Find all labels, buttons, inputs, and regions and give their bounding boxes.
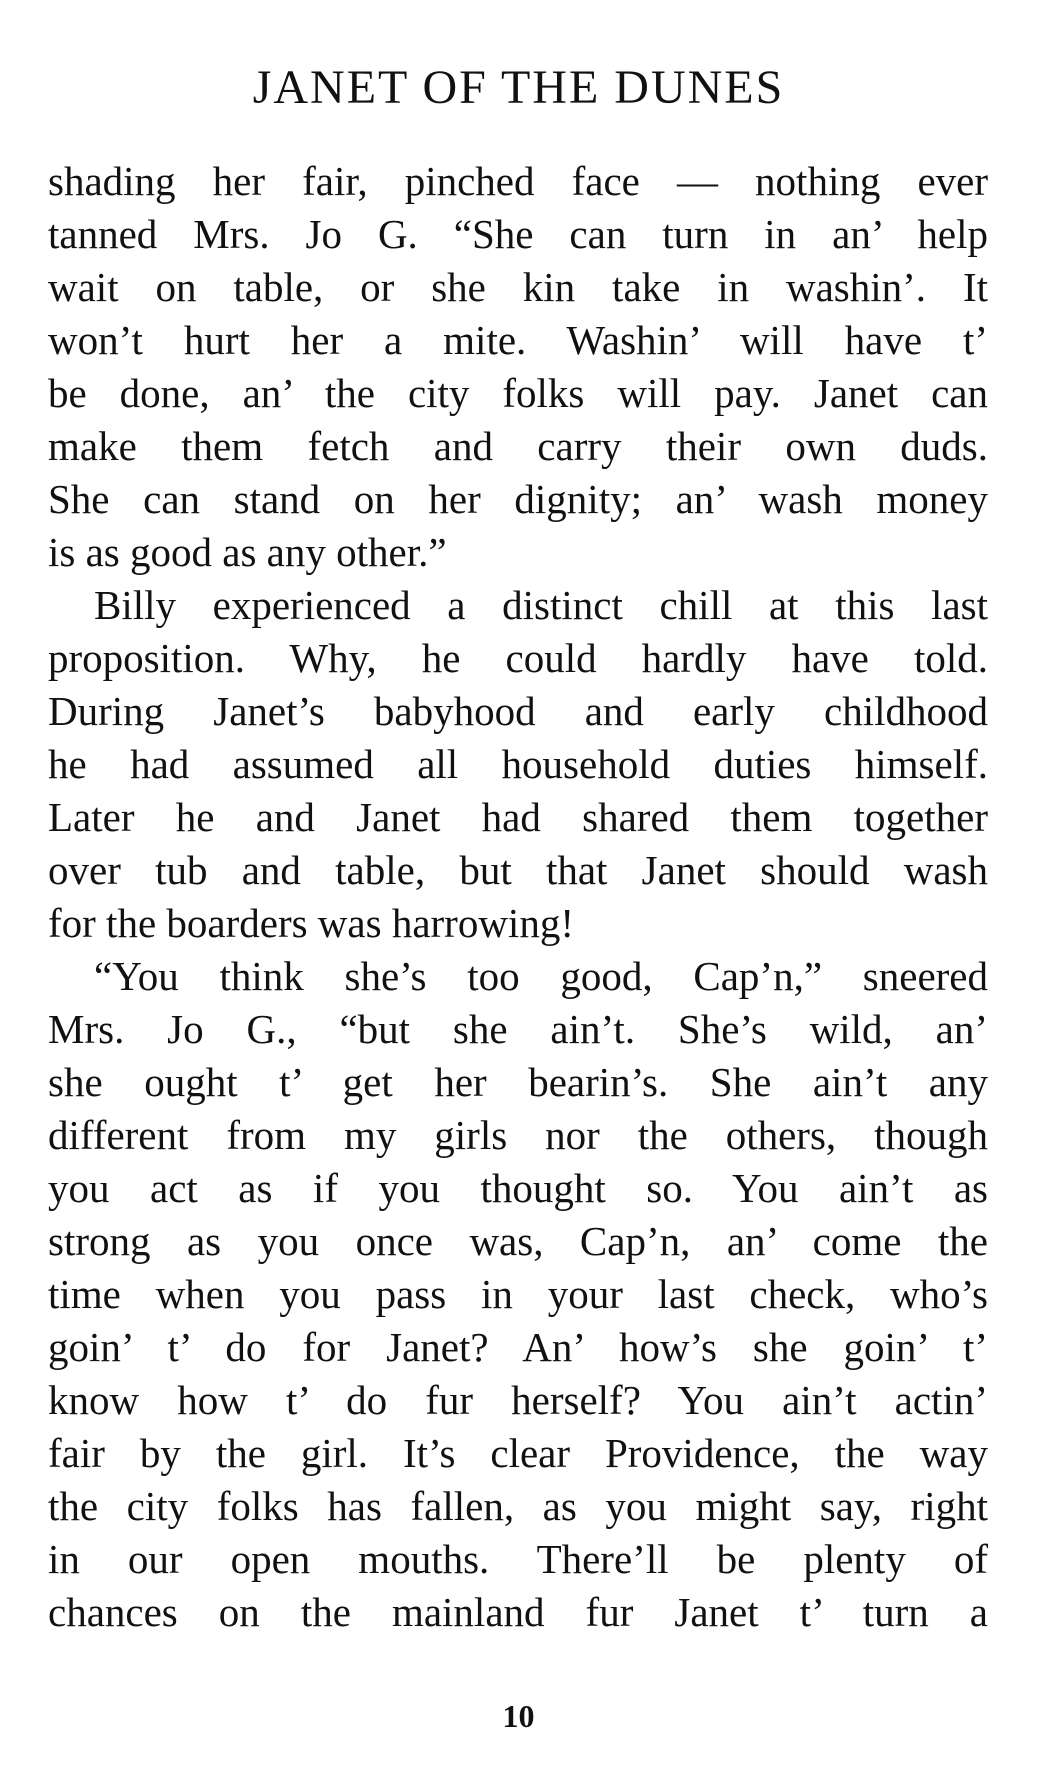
text-line: chances on the mainland fur Janet t’ turn a bbox=[48, 1589, 988, 1635]
text-line: be done, an’ the city folks will pay. Janet can bbox=[48, 370, 988, 416]
text-line: She can stand on her dignity; an’ wash money bbox=[48, 476, 988, 522]
text-line: different from my girls nor the others, though bbox=[48, 1112, 988, 1158]
text-line: time when you pass in your last check, who’s bbox=[48, 1271, 988, 1317]
text-line: wait on table, or she kin take in washin’. It bbox=[48, 264, 988, 310]
text-line: in our open mouths. There’ll be plenty of bbox=[48, 1536, 988, 1582]
text-line: shading her fair, pinched face — nothing ever bbox=[48, 158, 988, 204]
text-line: over tub and table, but that Janet should wash bbox=[48, 847, 988, 893]
text-line: Mrs. Jo G., “but she ain’t. She’s wild, an’ bbox=[48, 1006, 988, 1052]
page-number: 10 bbox=[502, 1698, 535, 1734]
text-line: she ought t’ get her bearin’s. She ain’t any bbox=[48, 1059, 988, 1105]
body-text bbox=[48, 155, 988, 1639]
text-line: he had assumed all household duties himself. bbox=[48, 741, 988, 787]
text-line: make them fetch and carry their own duds. bbox=[48, 423, 988, 469]
text-line: the city folks has fallen, as you might say, right bbox=[48, 1483, 988, 1529]
text-line: tanned Mrs. Jo G. “She can turn in an’ help bbox=[48, 211, 988, 257]
text-line: Billy experienced a distinct chill at this last bbox=[94, 582, 988, 628]
text-line: strong as you once was, Cap’n, an’ come the bbox=[48, 1218, 988, 1264]
text-line: fair by the girl. It’s clear Providence, the way bbox=[48, 1430, 988, 1476]
text-line: you act as if you thought so. You ain’t as bbox=[48, 1165, 988, 1211]
text-line: won’t hurt her a mite. Washin’ will have t’ bbox=[48, 317, 988, 363]
text-line: proposition. Why, he could hardly have told. bbox=[48, 635, 988, 681]
text-line: Later he and Janet had shared them together bbox=[48, 794, 988, 840]
text-line: During Janet’s babyhood and early childhood bbox=[48, 688, 988, 734]
text-line: is as good as any other.” bbox=[48, 529, 447, 575]
running-head: JANET OF THE DUNES bbox=[252, 61, 785, 114]
text-line: goin’ t’ do for Janet? An’ how’s she goin’ t’ bbox=[48, 1324, 988, 1370]
text-line: for the boarders was harrowing! bbox=[48, 900, 574, 946]
text-line: know how t’ do fur herself? You ain’t actin’ bbox=[48, 1377, 988, 1423]
text-line: “You think she’s too good, Cap’n,” sneered bbox=[94, 953, 988, 999]
